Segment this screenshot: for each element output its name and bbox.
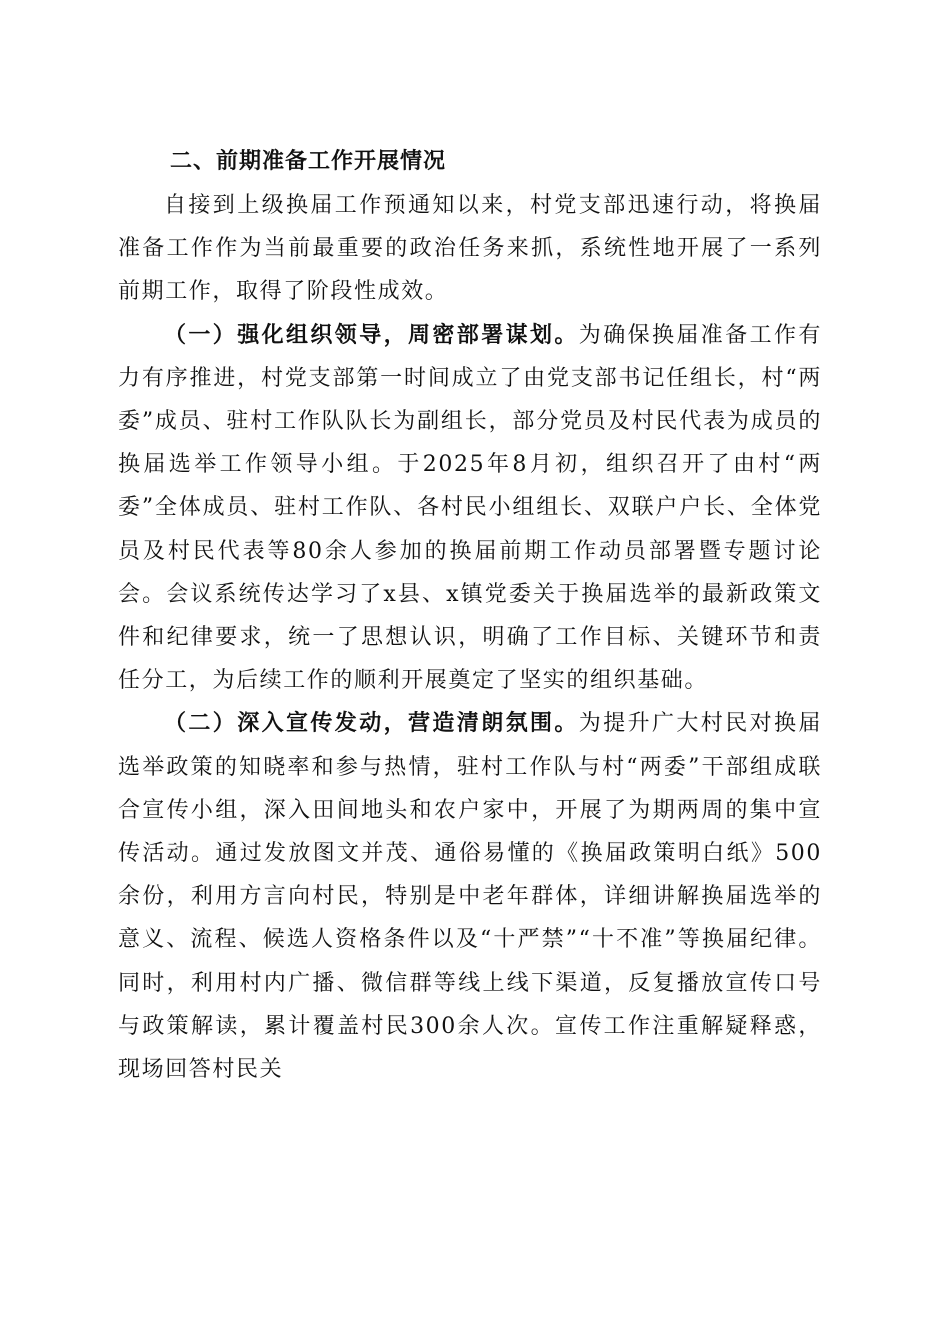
section1-lead: （一）强化组织领导，周密部署谋划。 [164, 321, 579, 348]
section-heading: 二、前期准备工作开展情况 [170, 149, 447, 174]
intro-paragraph: 自接到上级换届工作预通知以来，村党支部迅速行动，将换届准备工作作为当前最重要的政治任务来抓，系统性地开展了一系列前期工作，取得了阶段性成效。 [118, 193, 822, 305]
section2-paragraph [118, 702, 822, 1091]
document-page [118, 140, 822, 1091]
section2-lead: （二）深入宣传发动，营造清朗氛围。 [164, 710, 579, 737]
section1-body: 为确保换届准备工作有力有序推进，村党支部第一时间成立了由党支部书记任组长，村“两委”成员、驻村工作队队长为副组长，部分党员及村民代表为成员的换届选举工作领导小组。于2025年8月初，组织召开了由村“两委”全体成员、驻村工作队、各村民小组组长、双联户户长、全体党员及村民代表等80余人参加的换届前期工作动员部署暨专题讨论会。会议系统传达学习了x县、x镇党委关于换届选举的最新政策文件和纪律要求，统一了思想认识，明确了工作目标、关键环节和责任分工，为后续工作的顺利开展奠定了坚实的组织基础。 [118, 322, 822, 694]
section1-paragraph [118, 314, 822, 703]
section2-body: 为提升广大村民对换届选举政策的知晓率和参与热情，驻村工作队与村“两委”干部组成联合宣传小组，深入田间地头和农户家中，开展了为期两周的集中宣传活动。通过发放图文并茂、通俗易懂的《换届政策明白纸》500余份，利用方言向村民，特别是中老年群体，详细讲解换届选举的意义、流程、候选人资格条件以及“十严禁”“十不准”等换届纪律。同时，利用村内广播、微信群等线上线下渠道，反复播放宣传口号与政策解读，累计覆盖村民300余人次。宣传工作注重解疑释惑，现场回答村民关 [118, 711, 822, 1083]
